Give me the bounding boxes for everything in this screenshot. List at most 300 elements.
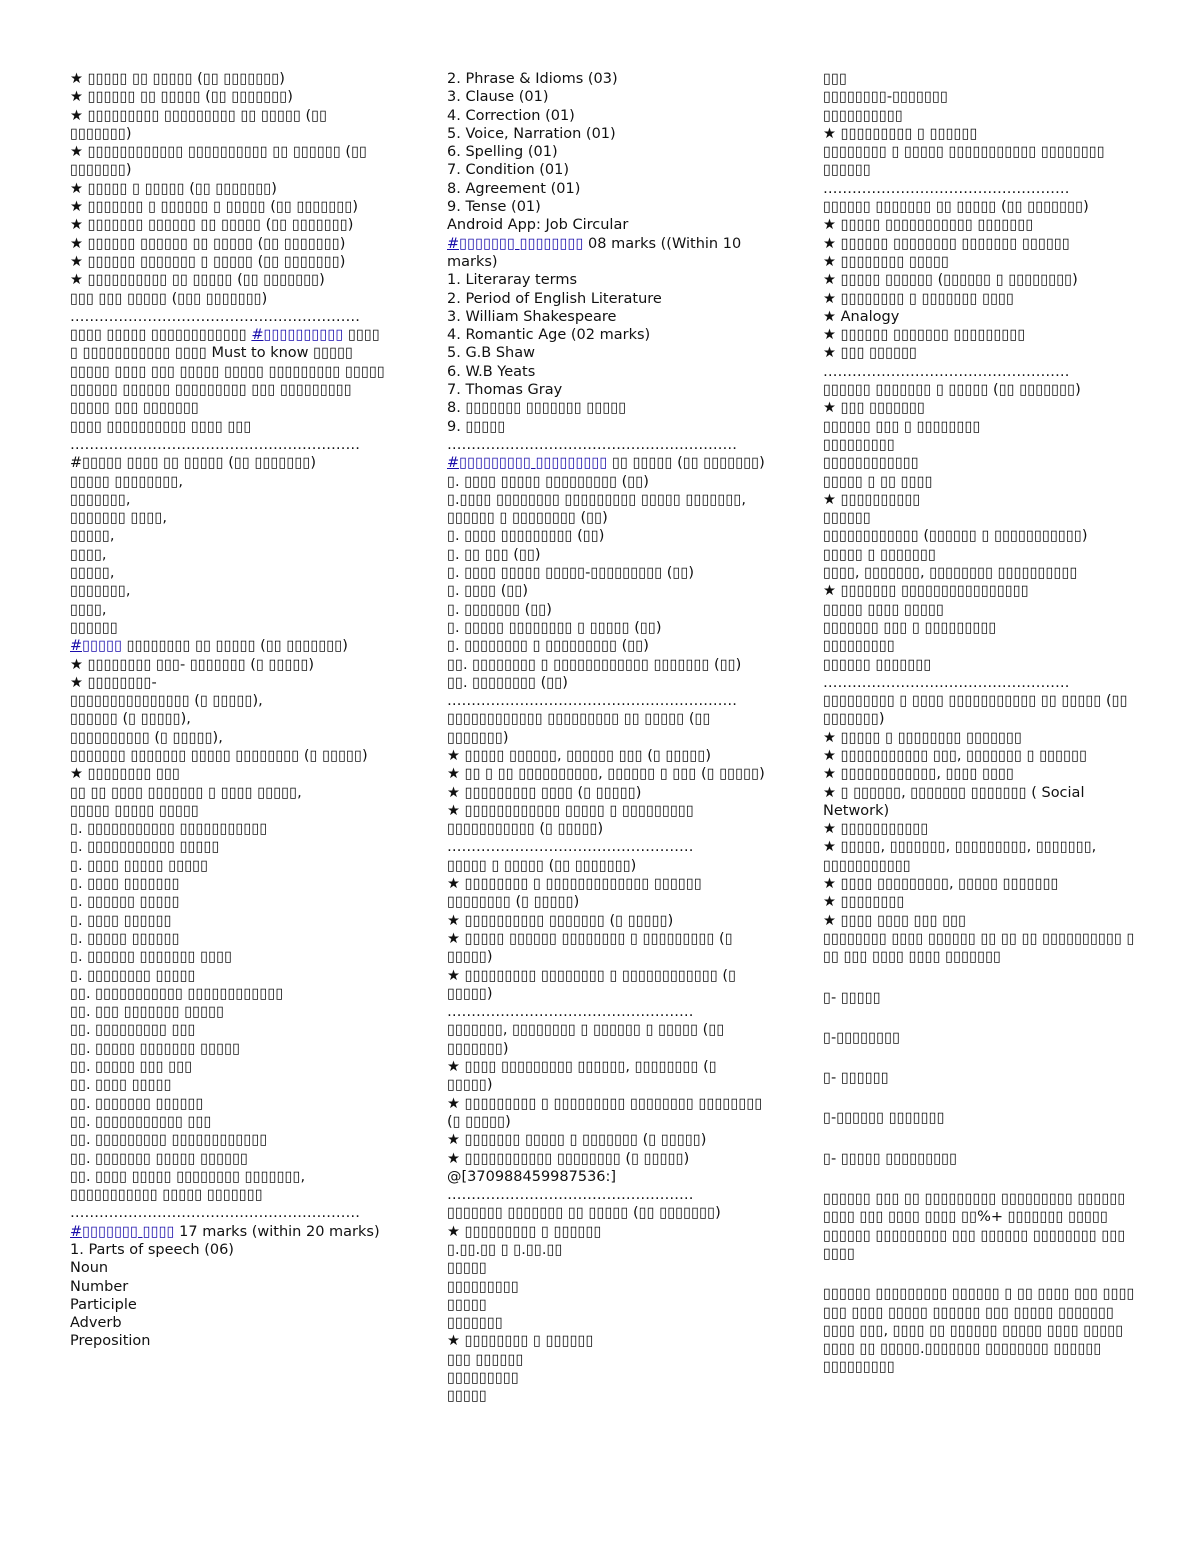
- text-line: [70, 198, 388, 216]
- text-line: [823, 235, 1141, 253]
- line-text: 6. W.B Yeats: [447, 363, 536, 380]
- line-text: ▯▯. ▯▯▯▯▯▯▯▯▯ ▯▯▯▯▯▯▯▯▯▯▯▯: [70, 1132, 268, 1149]
- line-text: ▯. ▯▯▯▯ ▯▯▯▯▯▯▯: [70, 876, 180, 893]
- text-line: [447, 1332, 765, 1350]
- line-text-tail: 08 marks ((Within 10 marks): [447, 235, 746, 270]
- line-text: ……………………………………………: [823, 363, 1070, 380]
- line-text: ★ ▯▯▯▯▯▯▯▯▯ ▯ ▯▯▯▯▯▯: [447, 1223, 602, 1240]
- line-text: ▯▯. ▯▯▯▯▯▯▯ ▯▯▯▯▯▯: [70, 1095, 204, 1112]
- text-line: [447, 1204, 765, 1222]
- line-text: ▯▯▯▯▯▯ ▯▯▯ ▯▯ ▯▯▯▯▯▯▯▯▯ ▯▯▯▯▯▯▯▯▯ ▯▯▯▯▯▯ ▯▯▯▯ ▯▯▯ ▯▯▯▯ ▯▯▯▯ ▯▯%+ ▯▯▯▯▯▯▯ ▯▯▯▯▯ ▯▯▯▯▯▯ ▯▯▯▯▯▯▯▯▯ ▯▯▯ ▯▯▯▯▯▯ ▯▯▯▯▯▯▯▯ ▯▯▯ ▯▯▯▯: [823, 1191, 1130, 1262]
- text-line: [447, 308, 765, 326]
- line-text: ▯▯▯▯▯▯ ▯▯▯▯▯▯▯: [823, 656, 932, 673]
- line-text: ★ ▯▯▯▯▯▯▯ ▯▯▯▯▯▯ ▯▯ ▯▯▯▯▯ (▯▯ ▯▯▯▯▯▯▯): [70, 217, 354, 234]
- line-text: ▯. ▯▯▯▯▯▯▯ (▯▯): [447, 601, 552, 618]
- line-text: ▯. ▯▯▯▯▯▯▯▯▯▯▯ ▯▯▯▯▯▯▯▯▯▯▯: [70, 821, 268, 838]
- text-line: [823, 729, 1141, 747]
- text-line: [447, 857, 765, 875]
- line-text: 3. Clause (01): [447, 89, 549, 106]
- text-line: [823, 125, 1141, 143]
- text-line: [70, 1095, 388, 1113]
- text-line: [70, 235, 388, 253]
- line-text: ▯▯▯▯▯▯▯▯-▯▯▯▯▯▯▯: [823, 89, 948, 106]
- line-text: ★ ▯▯▯▯▯▯▯▯▯ ▯ ▯▯▯▯▯▯▯▯▯ ▯▯▯▯▯▯▯▯ ▯▯▯▯▯▯▯▯ (▯ ▯▯▯▯▯): [447, 1095, 767, 1130]
- text-line: [70, 674, 388, 692]
- text-line: [447, 491, 765, 528]
- line-text: ▯▯▯▯▯ ▯▯▯▯ ▯▯▯▯▯: [823, 601, 944, 618]
- line-text: ▯▯▯▯▯▯▯ ▯▯▯▯,: [70, 510, 167, 527]
- text-line: [70, 985, 388, 1003]
- text-line: [70, 857, 388, 875]
- line-text: ▯▯▯▯▯▯▯▯▯▯▯▯: [823, 455, 919, 472]
- line-text: ▯▯▯▯▯ ▯ ▯▯▯▯▯▯▯: [823, 546, 936, 563]
- line-text: ★ ▯▯▯▯▯▯▯▯ ▯▯▯- ▯▯▯▯▯▯▯ (▯ ▯▯▯▯▯): [70, 656, 315, 673]
- text-line: [70, 473, 388, 491]
- text-line: [70, 454, 388, 472]
- line-text: 9. Tense (01): [447, 199, 541, 216]
- line-text: ▯. ▯▯▯▯▯▯ ▯▯▯▯▯: [70, 894, 180, 911]
- text-line: [447, 381, 765, 399]
- text-line: [823, 989, 1141, 1007]
- line-text: ……………………………………………………: [447, 436, 737, 453]
- text-line: [70, 875, 388, 893]
- text-line: [70, 1186, 388, 1204]
- text-line: [823, 436, 1141, 454]
- text-line: [823, 820, 1141, 838]
- paragraph-gap: [823, 1168, 1141, 1190]
- line-text: ★ ▯▯▯▯▯ ▯▯▯▯▯▯, ▯▯▯▯▯▯ ▯▯▯ (▯ ▯▯▯▯▯): [447, 747, 712, 764]
- text-line: [823, 1285, 1141, 1376]
- text-line: [70, 710, 388, 728]
- hashtag-link[interactable]: #▯▯▯▯▯▯▯▯▯ ▯▯▯▯▯▯▯▯▯: [447, 455, 608, 472]
- text-line: [823, 454, 1141, 472]
- line-text: ★ ▯▯▯▯▯▯▯ ▯▯▯▯▯▯▯▯▯▯▯▯▯▯▯▯: [823, 583, 1029, 600]
- text-line: [823, 326, 1141, 344]
- text-line: [823, 564, 1141, 582]
- line-text: ★ ▯▯▯▯▯▯ ▯▯▯▯▯▯▯ ▯ ▯▯▯▯▯ (▯▯ ▯▯▯▯▯▯▯): [70, 253, 346, 270]
- line-text: ▯▯▯▯▯ ▯ ▯▯▯▯▯ (▯▯ ▯▯▯▯▯▯▯): [447, 857, 637, 874]
- line-text: ★ ▯▯▯▯▯▯▯▯ ▯ ▯▯▯▯▯▯▯▯▯▯▯▯▯ ▯▯▯▯▯▯ ▯▯▯▯▯▯▯▯ (▯ ▯▯▯▯▯): [447, 876, 707, 911]
- line-text: ▯▯▯▯▯▯▯▯▯▯▯ ▯▯▯▯▯ ▯▯▯▯▯▯▯: [70, 1187, 263, 1204]
- line-text: ▯- ▯▯▯▯▯ ▯▯▯▯▯▯▯▯▯: [823, 1150, 958, 1167]
- text-line: [823, 143, 1141, 180]
- line-text: ★ ▯▯▯ ▯▯▯▯▯▯: [823, 345, 918, 362]
- text-line: [70, 88, 388, 106]
- line-text: ……………………………………………: [447, 1004, 694, 1021]
- text-line: [447, 399, 765, 417]
- text-line: [70, 1223, 388, 1241]
- text-line: [70, 70, 388, 88]
- line-text: ★ ▯▯▯▯▯▯▯▯▯▯▯▯ ▯▯▯▯▯▯▯▯▯▯ ▯▯ ▯▯▯▯▯▯ (▯▯ ▯▯▯▯▯▯▯): [70, 144, 372, 179]
- line-text: ★ ▯▯▯▯▯ ▯▯▯▯▯▯ ▯▯▯▯▯▯▯▯ ▯ ▯▯▯▯▯▯▯▯▯ (▯ ▯▯▯▯▯): [447, 930, 738, 966]
- line-text: ★ ▯▯▯▯▯ ▯ ▯▯▯▯▯▯▯▯ ▯▯▯▯▯▯▯: [823, 729, 1022, 746]
- text-line: [447, 107, 765, 125]
- line-text: 5. Voice, Narration (01): [447, 125, 616, 142]
- line-text: ★ ▯▯▯▯▯▯▯▯: [823, 894, 905, 911]
- text-line: [70, 1058, 388, 1076]
- text-line: [823, 180, 1141, 198]
- text-line: [447, 418, 765, 436]
- text-line: [447, 802, 765, 839]
- line-text: ▯▯▯▯▯: [447, 1296, 487, 1313]
- line-text: ▯- ▯▯▯▯▯: [823, 989, 881, 1006]
- line-text: ★ ▯▯▯▯▯▯▯▯▯▯▯ ▯▯▯▯▯▯▯▯ (▯ ▯▯▯▯▯): [447, 1150, 690, 1167]
- line-text: Number: [70, 1278, 129, 1295]
- text-line: [823, 527, 1141, 545]
- line-text: ★ ▯▯▯▯▯▯▯▯▯▯: [823, 491, 921, 508]
- text-line: [823, 912, 1141, 930]
- line-text: ★ ▯▯▯▯▯▯ ▯▯▯▯▯▯ ▯▯ ▯▯▯▯▯ (▯▯ ▯▯▯▯▯▯▯): [70, 235, 346, 252]
- line-text: 5. G.B Shaw: [447, 345, 535, 362]
- line-text: 4. Correction (01): [447, 107, 575, 124]
- line-text: ▯▯▯▯▯▯ ▯▯▯▯▯▯▯ ▯▯ ▯▯▯▯▯ (▯▯ ▯▯▯▯▯▯▯): [823, 199, 1089, 216]
- text-line: [823, 1190, 1141, 1263]
- line-text: ……………………………………………………: [70, 1205, 360, 1222]
- text-line: [447, 326, 765, 344]
- line-text: ▯▯▯▯▯,: [70, 528, 115, 545]
- text-line: [70, 784, 388, 802]
- text-line: [70, 1113, 388, 1131]
- line-text: ▯▯▯▯▯▯▯: [447, 1315, 503, 1332]
- line-text: Adverb: [70, 1315, 122, 1332]
- text-line: [70, 729, 388, 747]
- line-text: ▯▯▯▯▯▯ ▯▯▯ ▯ ▯▯▯▯▯▯▯▯: [823, 418, 981, 435]
- line-text-tail: ▯▯▯▯ ▯ ▯▯▯▯▯▯▯▯▯▯▯ ▯▯▯▯ Must to know ▯▯▯▯▯ ▯▯▯▯▯ ▯▯▯▯ ▯▯▯ ▯▯▯▯▯ ▯▯▯▯▯ ▯▯▯▯▯▯▯▯▯ ▯▯▯▯▯ ▯▯▯▯▯▯ ▯▯▯▯▯▯ ▯▯▯▯▯▯▯▯▯ ▯▯▯ ▯▯▯▯▯▯▯▯▯ ▯▯▯▯▯ ▯▯▯ ▯▯▯▯▯▯▯: [70, 327, 390, 417]
- text-line: [447, 161, 765, 179]
- line-text: 8. ▯▯▯▯▯▯▯ ▯▯▯▯▯▯▯ ▯▯▯▯▯: [447, 400, 627, 417]
- text-line: [823, 546, 1141, 564]
- text-line: [70, 143, 388, 180]
- text-line: [70, 491, 388, 509]
- text-line: [447, 1131, 765, 1149]
- line-text: ▯. ▯▯▯▯ (▯▯): [447, 583, 528, 600]
- text-line: [823, 747, 1141, 765]
- text-line: [70, 582, 388, 600]
- line-text: ▯▯▯▯▯▯▯▯▯▯ (▯ ▯▯▯▯▯),: [70, 729, 223, 746]
- paragraph-gap: [823, 1087, 1141, 1109]
- line-text: 9. ▯▯▯▯▯: [447, 418, 506, 435]
- line-text: ……………………………………………: [447, 839, 694, 856]
- line-text: ★ ▯▯▯▯▯ ▯ ▯▯▯▯▯ (▯▯ ▯▯▯▯▯▯▯): [70, 180, 277, 197]
- line-text: ★ ▯▯▯▯▯▯▯▯▯▯ ▯▯ ▯▯▯▯▯ (▯▯ ▯▯▯▯▯▯▯): [70, 272, 325, 289]
- text-line: [70, 1003, 388, 1021]
- text-line: [447, 967, 765, 1004]
- text-line: [823, 1029, 1141, 1047]
- text-line: [447, 235, 765, 272]
- line-text: ▯. ▯▯▯▯ ▯▯▯▯▯ ▯▯▯▯▯: [70, 857, 209, 874]
- line-text: 7. Condition (01): [447, 162, 570, 179]
- text-line: [70, 656, 388, 674]
- line-text: ▯▯▯▯▯▯▯▯▯▯▯▯ ▯▯▯▯▯▯▯▯▯ ▯▯ ▯▯▯▯▯ (▯▯ ▯▯▯▯▯▯▯): [447, 711, 716, 746]
- text-line: [447, 692, 765, 710]
- text-line: [823, 619, 1141, 637]
- text-line: [823, 1109, 1141, 1127]
- line-text: ▯▯▯▯▯ ▯ ▯▯ ▯▯▯▯: [823, 473, 933, 490]
- line-text: 4. Romantic Age (02 marks): [447, 327, 651, 344]
- text-line: [447, 710, 765, 747]
- text-line: [823, 1069, 1141, 1087]
- text-line: [447, 271, 765, 289]
- text-line: [823, 216, 1141, 234]
- text-line: [447, 619, 765, 637]
- line-text: Participle: [70, 1296, 137, 1313]
- text-line: [70, 1332, 388, 1350]
- line-text: ▯▯▯▯▯▯▯ ▯▯▯ ▯ ▯▯▯▯▯▯▯▯▯: [823, 619, 997, 636]
- line-text: 2. Phrase & Idioms (03): [447, 71, 618, 87]
- text-line: [447, 143, 765, 161]
- line-text: ▯▯. ▯▯▯▯ ▯▯▯▯▯ ▯▯▯▯▯▯▯▯ ▯▯▯▯▯▯▯,: [70, 1168, 306, 1185]
- text-line: [823, 601, 1141, 619]
- text-line: [447, 1223, 765, 1241]
- text-line: [70, 564, 388, 582]
- text-line: [447, 216, 765, 234]
- text-line: [823, 88, 1141, 106]
- text-line: [70, 802, 388, 820]
- line-text: ▯▯▯▯▯▯▯, ▯▯▯▯▯▯▯▯ ▯ ▯▯▯▯▯▯ ▯ ▯▯▯▯▯ (▯▯ ▯▯▯▯▯▯▯): [447, 1022, 729, 1057]
- line-text: ▯▯▯▯▯▯▯,: [70, 583, 131, 600]
- text-line: [447, 1168, 765, 1186]
- line-text: ★ ▯▯▯▯▯▯▯ ▯▯▯▯▯ ▯ ▯▯▯▯▯▯▯ (▯ ▯▯▯▯▯): [447, 1132, 707, 1149]
- text-line: [70, 948, 388, 966]
- line-text: ▯▯▯▯▯▯▯▯▯▯▯▯ (▯▯▯▯▯▯ ▯ ▯▯▯▯▯▯▯▯▯▯▯): [823, 528, 1088, 545]
- text-line: [823, 692, 1141, 729]
- line-text: ▯▯. ▯▯▯▯▯ ▯▯▯ ▯▯▯: [70, 1059, 193, 1076]
- text-line: [447, 125, 765, 143]
- text-line: [70, 271, 388, 289]
- text-line: [70, 1259, 388, 1277]
- line-text: ……………………………………………: [823, 180, 1070, 197]
- line-text: ★ ▯▯▯▯ ▯▯▯▯▯▯▯▯▯ ▯▯▯▯▯▯, ▯▯▯▯▯▯▯▯ (▯ ▯▯▯▯▯): [447, 1059, 722, 1094]
- text-line: [447, 765, 765, 783]
- text-line: [447, 1003, 765, 1021]
- text-line: [70, 765, 388, 783]
- paragraph-gap: [823, 967, 1141, 989]
- text-line: [70, 253, 388, 271]
- line-text: ★ ▯▯▯▯▯▯▯▯ ▯ ▯▯▯▯▯▯▯ ▯▯▯▯: [823, 290, 1015, 307]
- line-text: ▯▯▯▯ ▯▯▯▯▯ ▯▯▯▯▯▯▯▯▯▯▯▯: [70, 327, 252, 344]
- line-text: Android App: Job Circular: [447, 217, 629, 234]
- line-text: ★ ▯▯▯▯▯▯▯▯ ▯▯▯: [70, 766, 180, 783]
- text-line: [823, 271, 1141, 289]
- line-text: ★ ▯ ▯▯▯▯▯▯, ▯▯▯▯▯▯▯ ▯▯▯▯▯▯▯ ( Social Network): [823, 784, 1090, 819]
- text-line: [70, 1204, 388, 1222]
- text-line: [70, 308, 388, 326]
- text-line: [447, 527, 765, 545]
- text-line: [70, 418, 388, 436]
- text-line: [447, 180, 765, 198]
- hashtag-link[interactable]: #▯▯▯▯▯▯▯ ▯▯▯▯: [70, 1223, 175, 1240]
- line-text: ▯▯. ▯▯▯▯▯▯▯▯ ▯ ▯▯▯▯▯▯▯▯▯▯▯▯ ▯▯▯▯▯▯▯ (▯▯): [447, 656, 742, 673]
- text-line: [70, 1278, 388, 1296]
- line-text: 7. Thomas Gray: [447, 382, 563, 399]
- line-text: ……………………………………………: [447, 1187, 694, 1204]
- text-line: [70, 509, 388, 527]
- paragraph-gap: [823, 1263, 1141, 1285]
- hashtag-link[interactable]: #▯▯▯▯▯: [70, 638, 123, 655]
- line-text: ▯.▯▯▯▯ ▯▯▯▯▯▯▯▯ ▯▯▯▯▯▯▯▯▯ ▯▯▯▯▯ ▯▯▯▯▯▯▯, ▯▯▯▯▯▯ ▯ ▯▯▯▯▯▯▯▯ (▯▯): [447, 491, 751, 527]
- line-text: ▯▯▯▯▯▯▯▯▯: [447, 1370, 519, 1387]
- line-text: 8. Agreement (01): [447, 180, 581, 197]
- text-line: [70, 1241, 388, 1259]
- text-line: [70, 1021, 388, 1039]
- line-text: ★ ▯▯▯▯▯▯▯ ▯ ▯▯▯▯▯▯ ▯ ▯▯▯▯▯ (▯▯ ▯▯▯▯▯▯▯): [70, 199, 358, 216]
- text-line: [823, 582, 1141, 600]
- text-line: [70, 893, 388, 911]
- line-text: ……………………………………………………: [70, 308, 360, 325]
- text-line: [447, 436, 765, 454]
- column-3: [823, 70, 1141, 1377]
- line-text: ▯▯▯▯▯▯▯ ▯▯▯▯▯▯▯ ▯▯▯▯▯ ▯▯▯▯▯▯▯▯ (▯ ▯▯▯▯▯): [70, 747, 368, 764]
- text-line: [447, 838, 765, 856]
- text-line: [823, 838, 1141, 875]
- line-text: ▯▯▯▯ ▯▯▯▯▯▯▯▯▯▯ ▯▯▯▯ ▯▯▯: [70, 418, 252, 435]
- line-text: ▯. ▯▯▯▯ ▯▯▯▯▯ ▯▯▯▯▯-▯▯▯▯▯▯▯▯▯ (▯▯): [447, 565, 695, 582]
- text-line: [447, 1278, 765, 1296]
- text-line: [70, 619, 388, 637]
- text-line: [70, 436, 388, 454]
- line-text: Preposition: [70, 1333, 151, 1350]
- text-line: [823, 253, 1141, 271]
- line-text: ★ ▯▯▯▯▯▯▯▯▯▯▯▯, ▯▯▯▯ ▯▯▯▯: [823, 766, 1015, 783]
- line-text: ▯▯. ▯▯▯▯▯▯▯ ▯▯▯▯▯ ▯▯▯▯▯▯: [70, 1150, 249, 1167]
- line-text: ▯▯▯▯,: [70, 601, 107, 618]
- text-line: [447, 875, 765, 912]
- text-line: [823, 418, 1141, 436]
- line-text: ▯▯▯▯▯▯ ▯▯▯▯▯▯▯▯▯ ▯▯▯▯▯▯ ▯ ▯▯ ▯▯▯▯ ▯▯▯ ▯▯▯▯ ▯▯▯ ▯▯▯▯ ▯▯▯▯▯ ▯▯▯▯▯▯ ▯▯▯ ▯▯▯▯▯ ▯▯▯▯▯▯▯ ▯▯▯▯ ▯▯▯, ▯▯▯▯ ▯▯ ▯▯▯▯▯▯ ▯▯▯▯▯ ▯▯▯▯ ▯▯▯▯▯ ▯▯▯▯ ▯▯ ▯▯▯▯▯.▯▯▯▯▯▯▯ ▯▯▯▯▯▯▯▯ ▯▯▯▯▯▯ ▯▯▯▯▯▯▯▯▯: [823, 1286, 1140, 1376]
- line-text: ★ ▯▯▯▯▯▯▯▯▯▯ ▯▯▯▯▯▯▯ (▯ ▯▯▯▯▯): [447, 912, 674, 929]
- text-line: [70, 601, 388, 619]
- line-text-tail: ▯▯ ▯▯▯▯▯ (▯▯ ▯▯▯▯▯▯▯): [607, 455, 765, 472]
- line-text: ▯. ▯▯▯▯▯▯▯▯ ▯ ▯▯▯▯▯▯▯▯▯ (▯▯): [447, 638, 649, 655]
- line-text: ▯▯▯▯▯▯▯▯ ▯▯▯▯ ▯▯▯▯▯▯ ▯▯ ▯▯ ▯▯ ▯▯▯▯▯▯▯▯▯▯ ▯ ▯▯ ▯▯▯ ▯▯▯▯ ▯▯▯▯ ▯▯▯▯▯▯▯: [823, 930, 1140, 966]
- hashtag-link[interactable]: #▯▯▯▯▯▯▯ ▯▯▯▯▯▯▯▯: [447, 235, 584, 252]
- text-line: [447, 1351, 765, 1369]
- text-line: [447, 582, 765, 600]
- text-line: [823, 198, 1141, 216]
- line-text: ★ ▯▯▯▯▯▯ ▯▯ ▯▯▯▯▯ (▯▯ ▯▯▯▯▯▯▯): [70, 89, 293, 106]
- line-text: ★ ▯▯▯▯ ▯▯▯▯ ▯▯▯ ▯▯▯: [823, 912, 967, 929]
- text-line: [823, 875, 1141, 893]
- line-text: ★ ▯▯▯ ▯▯▯▯▯▯▯: [823, 400, 926, 417]
- line-text: ▯. ▯▯▯▯ ▯▯▯▯▯▯▯▯▯ (▯▯): [447, 528, 605, 545]
- line-text: ▯- ▯▯▯▯▯▯: [823, 1070, 889, 1087]
- line-text: ★ ▯▯▯▯▯▯▯▯▯ ▯▯▯▯ (▯ ▯▯▯▯▯): [447, 784, 642, 801]
- line-text: ▯▯▯▯▯▯▯▯▯: [447, 1278, 519, 1295]
- line-text: ▯. ▯▯▯▯ ▯▯▯▯▯ ▯▯▯▯▯▯▯▯▯ (▯▯): [447, 473, 649, 490]
- text-line: [70, 290, 388, 308]
- text-line: [823, 491, 1141, 509]
- line-text: ▯▯▯▯▯ ▯▯▯▯▯ ▯▯▯▯▯: [70, 802, 199, 819]
- text-line: [70, 637, 388, 655]
- text-line: [70, 1076, 388, 1094]
- line-text: ★ ▯▯▯▯▯▯▯▯▯▯▯ ▯▯▯, ▯▯▯▯▯▯▯ ▯ ▯▯▯▯▯▯: [823, 747, 1088, 764]
- text-line: [823, 308, 1141, 326]
- text-line: [823, 637, 1141, 655]
- line-text: ▯. ▯▯ ▯▯▯ (▯▯): [447, 546, 541, 563]
- text-line: [447, 70, 765, 88]
- text-line: [70, 546, 388, 564]
- line-text: ▯. ▯▯▯▯▯▯▯▯▯▯▯ ▯▯▯▯▯: [70, 839, 220, 856]
- text-line: [823, 344, 1141, 362]
- line-text: ▯▯▯▯, ▯▯▯▯▯▯▯, ▯▯▯▯▯▯▯▯ ▯▯▯▯▯▯▯▯▯▯: [823, 565, 1078, 582]
- text-line: [823, 399, 1141, 417]
- line-text: ▯▯▯▯▯▯: [823, 510, 871, 527]
- line-text: ▯▯▯▯▯▯▯,: [70, 491, 131, 508]
- line-text: ▯▯. ▯▯▯▯▯▯▯▯▯ ▯▯▯: [70, 1022, 196, 1039]
- line-text: ▯-▯▯▯▯▯▯ ▯▯▯▯▯▯▯: [823, 1110, 945, 1127]
- text-line: [447, 454, 765, 472]
- line-text: ▯▯▯▯▯▯: [70, 619, 118, 636]
- text-line: [823, 107, 1141, 125]
- text-line: [447, 363, 765, 381]
- text-line: [70, 107, 388, 144]
- text-line: [447, 930, 765, 967]
- line-text: ▯▯▯▯▯▯ (▯ ▯▯▯▯▯),: [70, 711, 191, 728]
- text-line: [447, 784, 765, 802]
- line-text: ▯▯▯▯▯▯▯▯▯: [823, 436, 895, 453]
- line-text: ★ ▯▯▯▯▯▯▯▯▯▯▯: [823, 821, 929, 838]
- text-line: [447, 674, 765, 692]
- line-text: 6. Spelling (01): [447, 144, 558, 161]
- text-line: [823, 656, 1141, 674]
- line-text: ……………………………………………………: [447, 693, 737, 710]
- text-line: [823, 70, 1141, 88]
- line-text: ……………………………………………: [823, 674, 1070, 691]
- text-line: [823, 363, 1141, 381]
- text-line: [70, 820, 388, 838]
- line-text: ▯▯. ▯▯▯▯▯▯▯▯ (▯▯): [447, 674, 568, 691]
- line-text: ▯▯▯▯▯▯▯ ▯▯▯▯▯▯▯ ▯▯ ▯▯▯▯▯ (▯▯ ▯▯▯▯▯▯▯): [447, 1205, 721, 1222]
- paragraph-gap: [823, 1047, 1141, 1069]
- line-text: ▯▯▯: [823, 71, 847, 87]
- line-text: ▯.▯▯.▯▯ ▯ ▯.▯▯.▯▯: [447, 1242, 563, 1258]
- text-line: [70, 930, 388, 948]
- hashtag-link[interactable]: #▯▯▯▯▯▯▯▯▯▯: [251, 327, 344, 344]
- text-line: [447, 1314, 765, 1332]
- text-line: [447, 1369, 765, 1387]
- line-text: ★ ▯▯▯▯▯▯▯▯▯ ▯▯▯▯▯▯▯▯▯ ▯▯ ▯▯▯▯▯ (▯▯ ▯▯▯▯▯▯▯): [70, 107, 332, 142]
- text-line: [447, 546, 765, 564]
- text-line: [823, 930, 1141, 967]
- text-line: [447, 1259, 765, 1277]
- text-line: [447, 88, 765, 106]
- text-line: [447, 1241, 765, 1259]
- line-text: ★ ▯▯▯▯▯, ▯▯▯▯▯▯▯, ▯▯▯▯▯▯▯▯▯, ▯▯▯▯▯▯▯, ▯▯▯▯▯▯▯▯▯▯▯: [823, 839, 1101, 874]
- line-text: ▯▯▯▯,: [70, 546, 107, 563]
- paragraph-gap: [823, 1128, 1141, 1150]
- line-text: ▯▯▯ ▯▯▯▯▯▯: [447, 1351, 524, 1368]
- line-text: ▯▯. ▯▯▯▯▯ ▯▯▯▯▯▯▯ ▯▯▯▯▯: [70, 1040, 241, 1057]
- text-line: [447, 1058, 765, 1095]
- line-text: ▯. ▯▯▯▯▯ ▯▯▯▯▯▯: [70, 930, 180, 947]
- text-line: [823, 674, 1141, 692]
- text-line: [447, 637, 765, 655]
- text-line: [447, 344, 765, 362]
- text-line: [823, 381, 1141, 399]
- line-text: ▯▯▯▯▯▯▯▯▯▯▯▯▯▯▯ (▯ ▯▯▯▯▯),: [70, 693, 263, 710]
- line-text: ★ ▯▯▯▯▯▯▯▯-: [70, 674, 157, 691]
- line-text: ★ ▯▯▯▯ ▯▯▯▯▯▯▯▯▯, ▯▯▯▯▯ ▯▯▯▯▯▯▯: [823, 876, 1059, 893]
- line-text: ▯▯. ▯▯▯▯ ▯▯▯▯▯: [70, 1077, 172, 1094]
- line-text: ★ ▯▯▯▯▯ ▯▯ ▯▯▯▯▯ (▯▯ ▯▯▯▯▯▯▯): [70, 71, 285, 87]
- text-line: [447, 1186, 765, 1204]
- line-text: ▯▯▯▯▯▯▯▯ ▯ ▯▯▯▯▯ ▯▯▯▯▯▯▯▯▯▯▯ ▯▯▯▯▯▯▯▯ ▯▯▯▯▯▯: [823, 144, 1110, 179]
- text-line: [823, 473, 1141, 491]
- text-line: [447, 1095, 765, 1132]
- text-line: [70, 1040, 388, 1058]
- text-line: [70, 967, 388, 985]
- line-text: ★ ▯▯▯▯▯▯▯▯ ▯ ▯▯▯▯▯▯: [447, 1333, 594, 1350]
